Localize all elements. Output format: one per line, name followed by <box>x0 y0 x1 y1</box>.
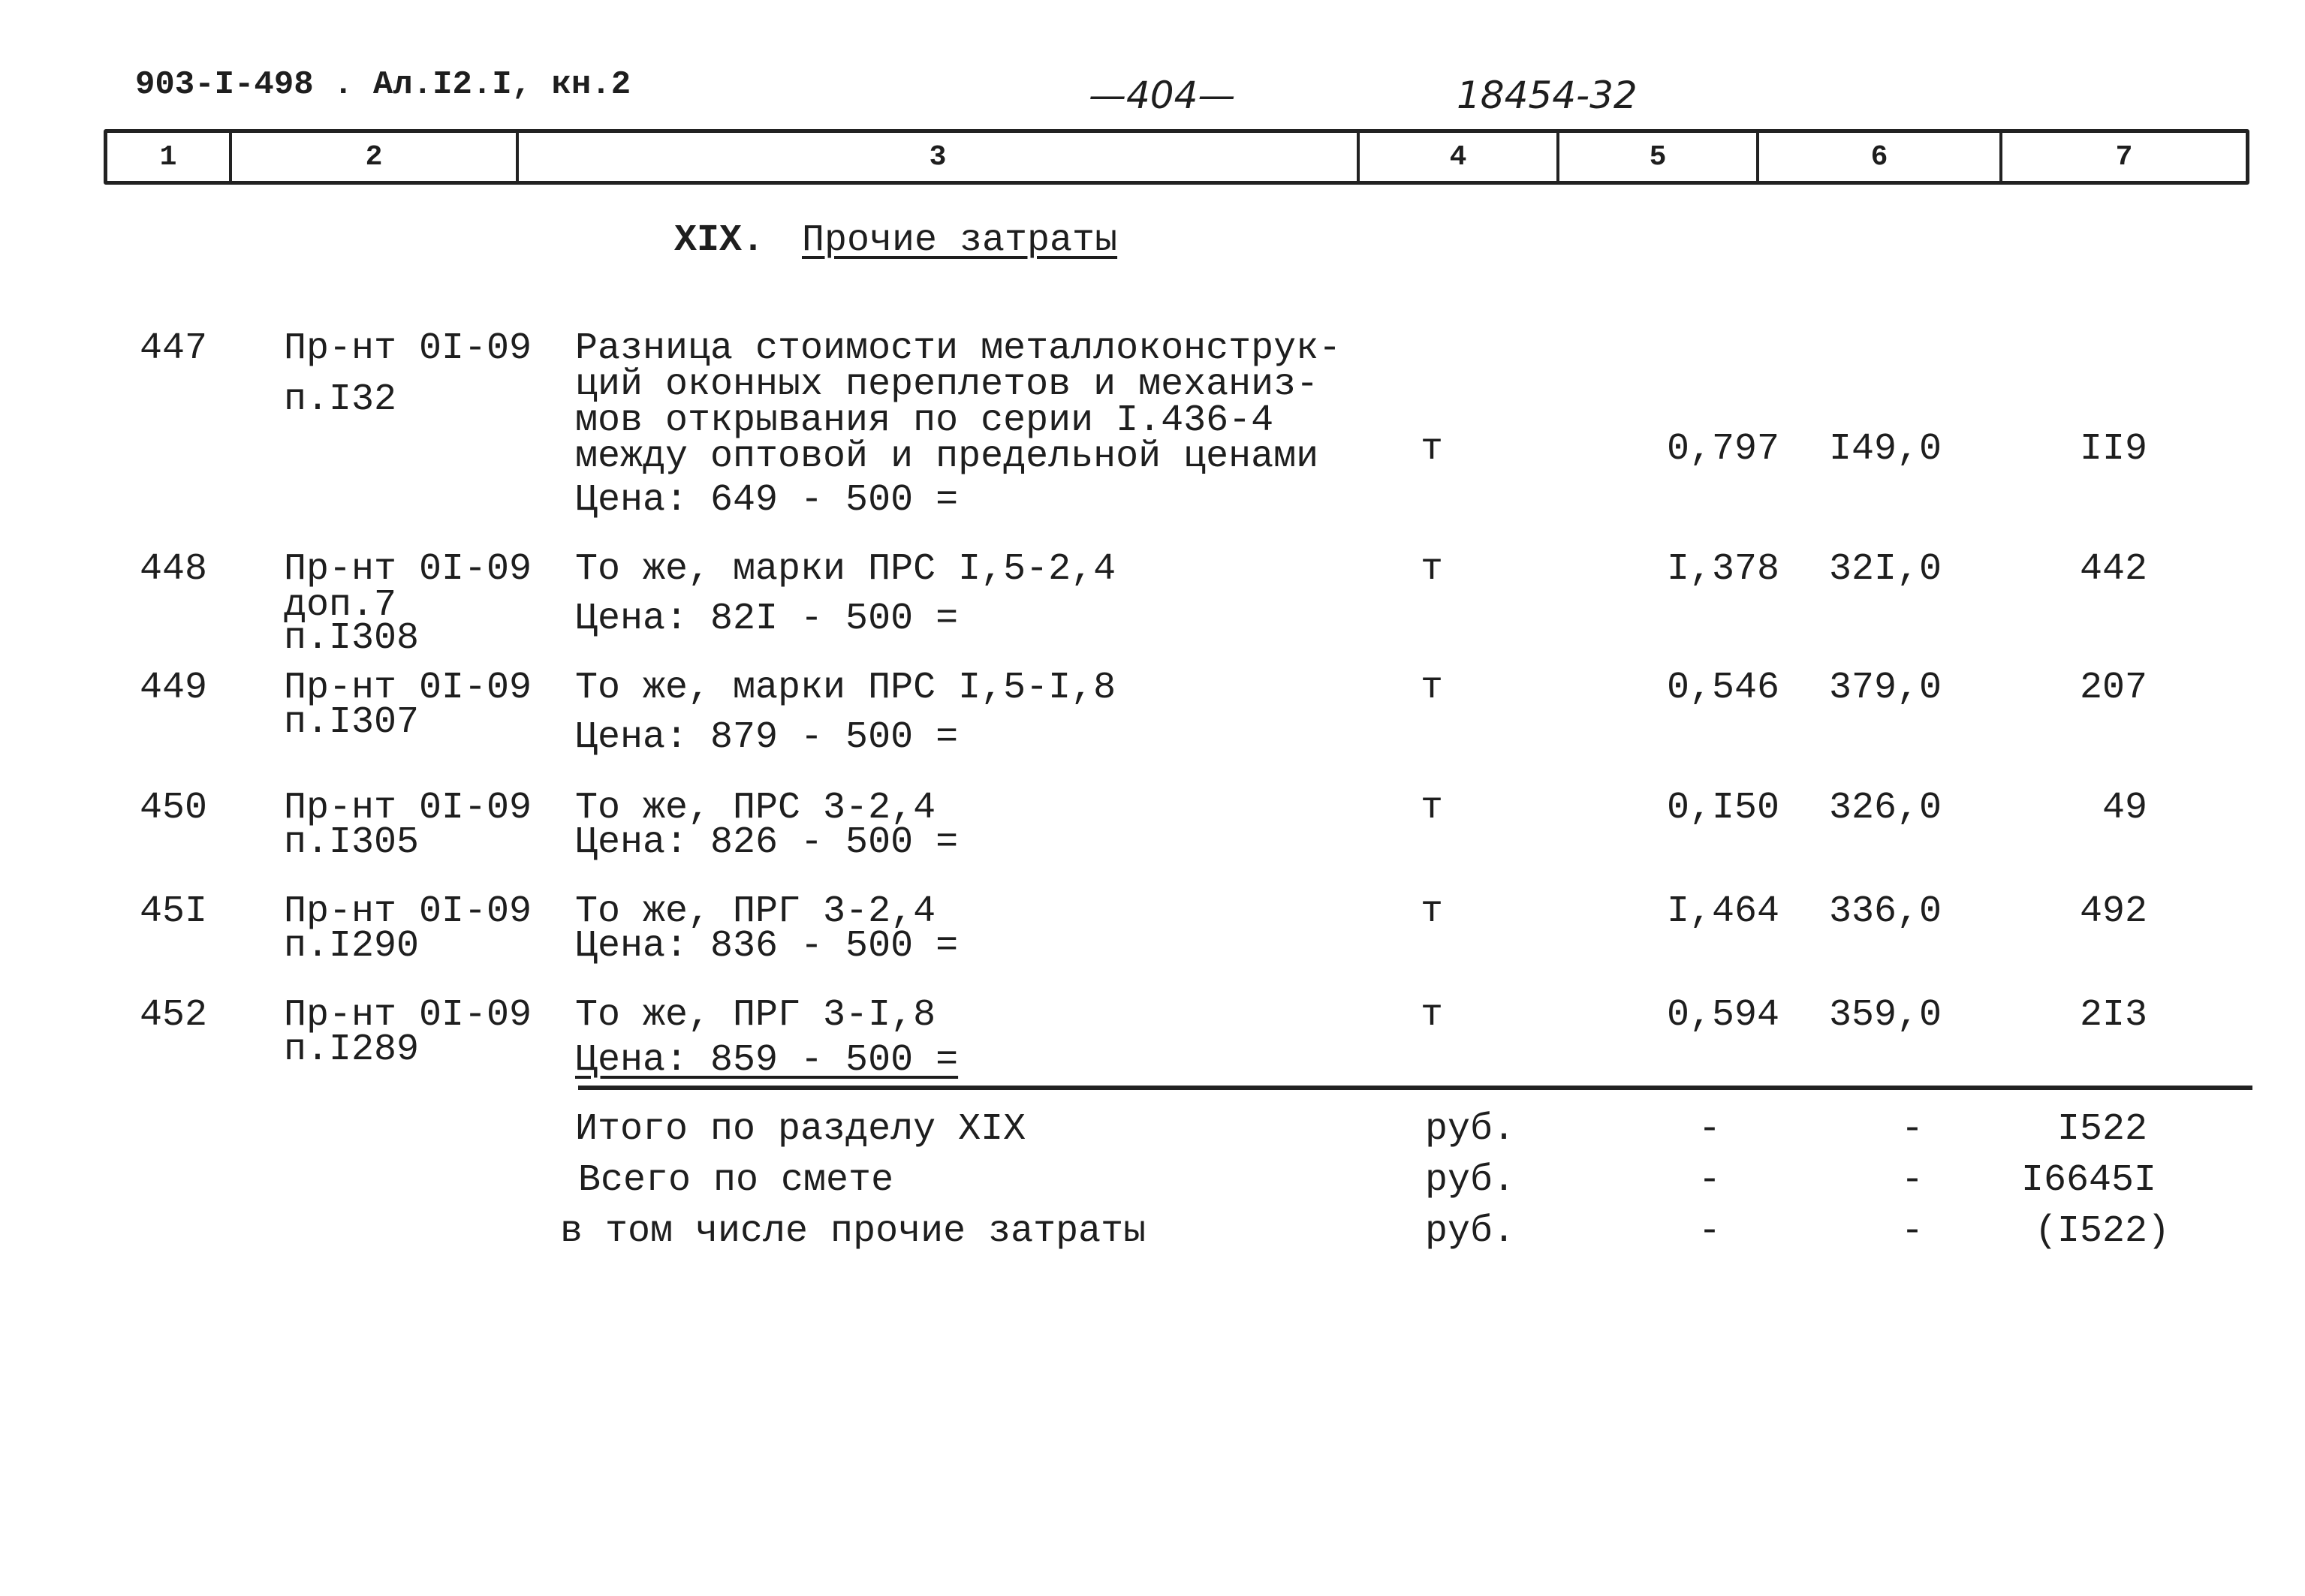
row-reference: Пр-нт 0I-09 <box>284 327 532 370</box>
row-reference: доп.7 <box>284 584 397 627</box>
total-rate: - <box>1901 1210 1924 1253</box>
row-reference: Пр-нт 0I-09 <box>284 667 532 709</box>
row-price: Цена: 859 - 500 = <box>575 1039 959 1082</box>
row-total: 49 <box>2102 787 2147 830</box>
row-rate: 32I,0 <box>1829 548 1942 591</box>
row-total: II9 <box>2079 428 2147 471</box>
document-code: 903-I-498 . Ал.I2.I, кн.2 <box>135 66 631 104</box>
row-reference: п.I289 <box>284 1028 420 1071</box>
row-unit: т <box>1421 667 1444 709</box>
row-unit: т <box>1421 994 1444 1037</box>
total-unit: руб. <box>1425 1159 1516 1202</box>
row-reference: п.I308 <box>284 617 420 660</box>
row-description: То же, марки ПРС I,5-I,8 <box>575 667 1116 709</box>
row-quantity: I,378 <box>1666 548 1779 591</box>
row-rate: 336,0 <box>1829 890 1942 933</box>
total-label: Итого по разделу XIX <box>575 1108 1026 1151</box>
row-unit: т <box>1421 890 1444 933</box>
row-unit: т <box>1421 548 1444 591</box>
row-price: Цена: 826 - 500 = <box>575 821 959 864</box>
column-number: 3 <box>519 133 1360 181</box>
row-price: Цена: 649 - 500 = <box>575 479 959 522</box>
row-reference: п.I290 <box>284 925 420 968</box>
total-quantity: - <box>1698 1159 1722 1202</box>
row-number: 448 <box>140 548 208 591</box>
column-number: 4 <box>1360 133 1559 181</box>
section-title: Прочие затраты <box>802 219 1118 262</box>
row-quantity: 0,797 <box>1666 428 1779 471</box>
row-description: Разница стоимости металлоконструк- <box>575 327 1342 370</box>
row-number: 45I <box>140 890 208 933</box>
total-quantity: - <box>1698 1210 1722 1253</box>
total-unit: руб. <box>1425 1108 1516 1151</box>
row-reference: Пр-нт 0I-09 <box>284 548 532 591</box>
section-number: XIX. <box>674 219 765 262</box>
row-quantity: 0,594 <box>1666 994 1779 1037</box>
row-rate: 359,0 <box>1829 994 1942 1037</box>
row-description: мов открывания по серии I.436-4 <box>575 399 1274 442</box>
row-quantity: 0,I50 <box>1666 787 1779 830</box>
inventory-stamp: 18454-32 <box>1457 74 1638 117</box>
total-amount: I522 <box>2056 1108 2147 1151</box>
row-description: То же, ПРС 3-2,4 <box>575 787 936 830</box>
row-reference: Пр-нт 0I-09 <box>284 890 532 933</box>
row-price: Цена: 82I - 500 = <box>575 598 959 640</box>
row-reference: п.I307 <box>284 701 420 744</box>
total-label: Всего по смете <box>578 1159 894 1202</box>
row-total: 207 <box>2079 667 2147 709</box>
row-total: 2I3 <box>2079 994 2147 1037</box>
total-rate: - <box>1901 1159 1924 1202</box>
row-number: 447 <box>140 327 208 370</box>
page-number: —404— <box>1089 74 1236 117</box>
total-quantity: - <box>1698 1108 1722 1151</box>
row-total: 492 <box>2079 890 2147 933</box>
column-number: 1 <box>107 133 232 181</box>
column-number: 5 <box>1559 133 1759 181</box>
row-unit: т <box>1421 428 1444 471</box>
row-rate: 379,0 <box>1829 667 1942 709</box>
row-description: ций оконных переплетов и механиз- <box>575 363 1319 406</box>
row-number: 452 <box>140 994 208 1037</box>
total-amount: I6645I <box>2020 1159 2156 1202</box>
row-number: 449 <box>140 667 208 709</box>
totals-divider <box>578 1086 2252 1090</box>
row-price: Цена: 879 - 500 = <box>575 716 959 759</box>
row-description: То же, ПРГ 3-I,8 <box>575 994 936 1037</box>
row-rate: I49,0 <box>1829 428 1942 471</box>
row-description: между оптовой и предельной ценами <box>575 435 1319 478</box>
row-quantity: I,464 <box>1666 890 1779 933</box>
row-price: Цена: 836 - 500 = <box>575 925 959 968</box>
row-unit: т <box>1421 787 1444 830</box>
total-rate: - <box>1901 1108 1924 1151</box>
column-number: 6 <box>1759 133 2002 181</box>
total-unit: руб. <box>1425 1210 1516 1253</box>
row-description: То же, марки ПРС I,5-2,4 <box>575 548 1116 591</box>
row-number: 450 <box>140 787 208 830</box>
row-reference: Пр-нт 0I-09 <box>284 787 532 830</box>
total-amount: (I522) <box>2034 1210 2170 1253</box>
column-number-header <box>104 129 2249 185</box>
column-number: 2 <box>232 133 519 181</box>
column-number: 7 <box>2115 140 2133 173</box>
row-description: То же, ПРГ 3-2,4 <box>575 890 936 933</box>
row-quantity: 0,546 <box>1666 667 1779 709</box>
row-reference: п.I305 <box>284 821 420 864</box>
row-reference: п.I32 <box>284 378 397 421</box>
row-reference: Пр-нт 0I-09 <box>284 994 532 1037</box>
total-label: в том числе прочие затраты <box>560 1210 1146 1253</box>
row-total: 442 <box>2079 548 2147 591</box>
row-rate: 326,0 <box>1829 787 1942 830</box>
